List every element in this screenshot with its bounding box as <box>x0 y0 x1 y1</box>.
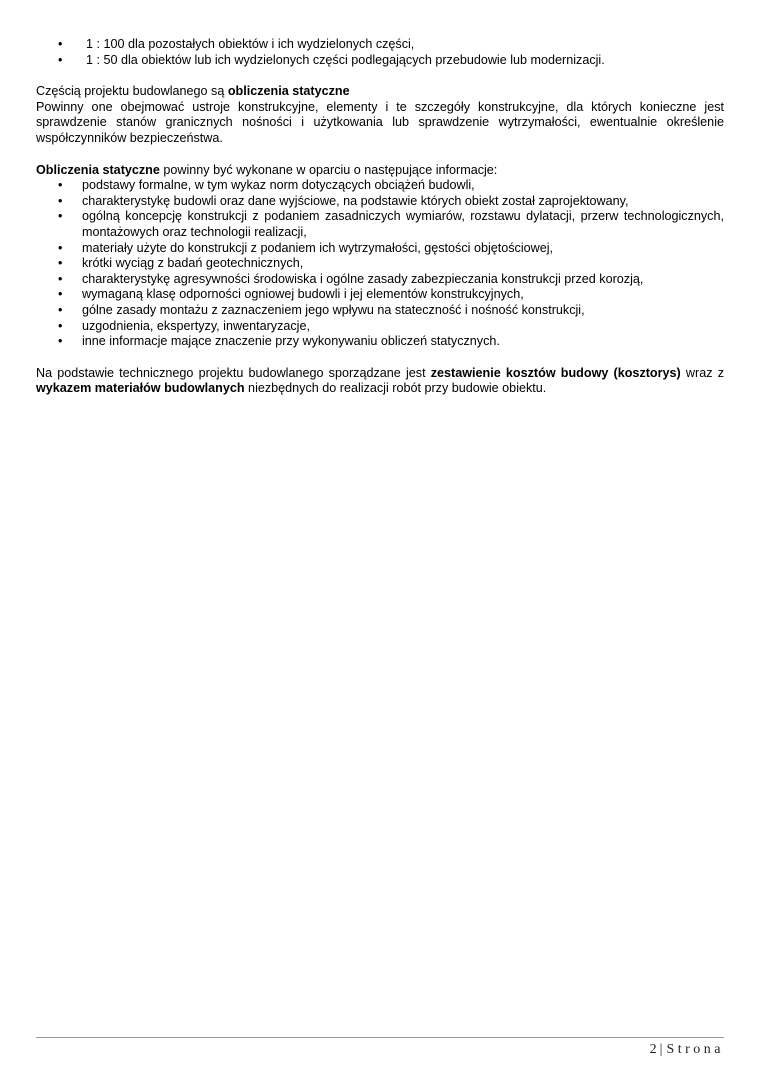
list-item: • 1 : 50 dla obiektów lub ich wydzielonych części podlegających przebudowie lub modernizacji. <box>36 53 724 69</box>
summary-paragraph <box>36 366 724 397</box>
summary-bold: wykazem materiałów budowlanych <box>36 381 245 396</box>
list-item: • charakterystykę agresywności środowiska i ogólne zasady zabezpieczania konstrukcji przed korozją, <box>36 272 724 288</box>
document-body <box>36 37 724 397</box>
intro-description: Powinny one obejmować ustroje konstrukcyjne, elementy i te szczegóły konstrukcyjne, dla których konieczne jest sprawdzenie stanów granicznych nośności i użytkowania lub sprawdzenie wytrzymałości, ewentualnie określenie współczynników bezpieczeństwa. <box>36 99 724 145</box>
summary-text: wraz z <box>680 365 724 380</box>
calculations-heading <box>36 163 724 179</box>
list-item: • ogólną koncepcję konstrukcji z podaniem zasadniczych wymiarów, rozstawu dylatacji, przerw technologicznych, montażowych oraz technologii realizacji, <box>36 209 724 240</box>
page-number: 2 <box>649 1042 657 1057</box>
list-item: • krótki wyciąg z badań geotechnicznych, <box>36 256 724 272</box>
list-item: • podstawy formalne, w tym wykaz norm dotyczących obciążeń budowli, <box>36 178 724 194</box>
list-item: • uzgodnienia, ekspertyzy, inwentaryzacje, <box>36 319 724 335</box>
list-item: • wymaganą klasę odporności ogniowej budowli i jej elementów konstrukcyjnych, <box>36 287 724 303</box>
calculations-lead: powinny być wykonane w oparciu o następujące informacje: <box>159 162 498 177</box>
footer-divider <box>36 1037 724 1038</box>
scale-list <box>36 37 724 68</box>
summary-text: Na podstawie technicznego projektu budowlanego sporządzane jest <box>36 365 431 380</box>
list-item: • gólne zasady montażu z zaznaczeniem jego wpływu na stateczność i nośność konstrukcji, <box>36 303 724 319</box>
page-footer <box>650 1041 724 1059</box>
list-item: • charakterystykę budowli oraz dane wyjściowe, na podstawie których obiekt został zaprojektowany, <box>36 194 724 210</box>
calculations-bold: Obliczenia statyczne <box>36 162 160 177</box>
intro-lead: Częścią projektu budowlanego są <box>36 84 228 99</box>
footer-separator: | <box>659 1042 663 1057</box>
summary-bold: zestawienie kosztów budowy (kosztorys) <box>430 365 681 380</box>
intro-bold: obliczenia statyczne <box>227 84 350 99</box>
list-item: • materiały użyte do konstrukcji z podaniem ich wytrzymałości, gęstości objętościowej, <box>36 241 724 257</box>
footer-label: Strona <box>666 1042 724 1057</box>
calculations-list <box>36 178 724 350</box>
summary-text: niezbędnych do realizacji robót przy budowie obiektu. <box>244 381 547 396</box>
list-item: • inne informacje mające znaczenie przy wykonywaniu obliczeń statycznych. <box>36 334 724 350</box>
list-item: • 1 : 100 dla pozostałych obiektów i ich wydzielonych części, <box>36 37 724 53</box>
intro-heading <box>36 84 724 100</box>
